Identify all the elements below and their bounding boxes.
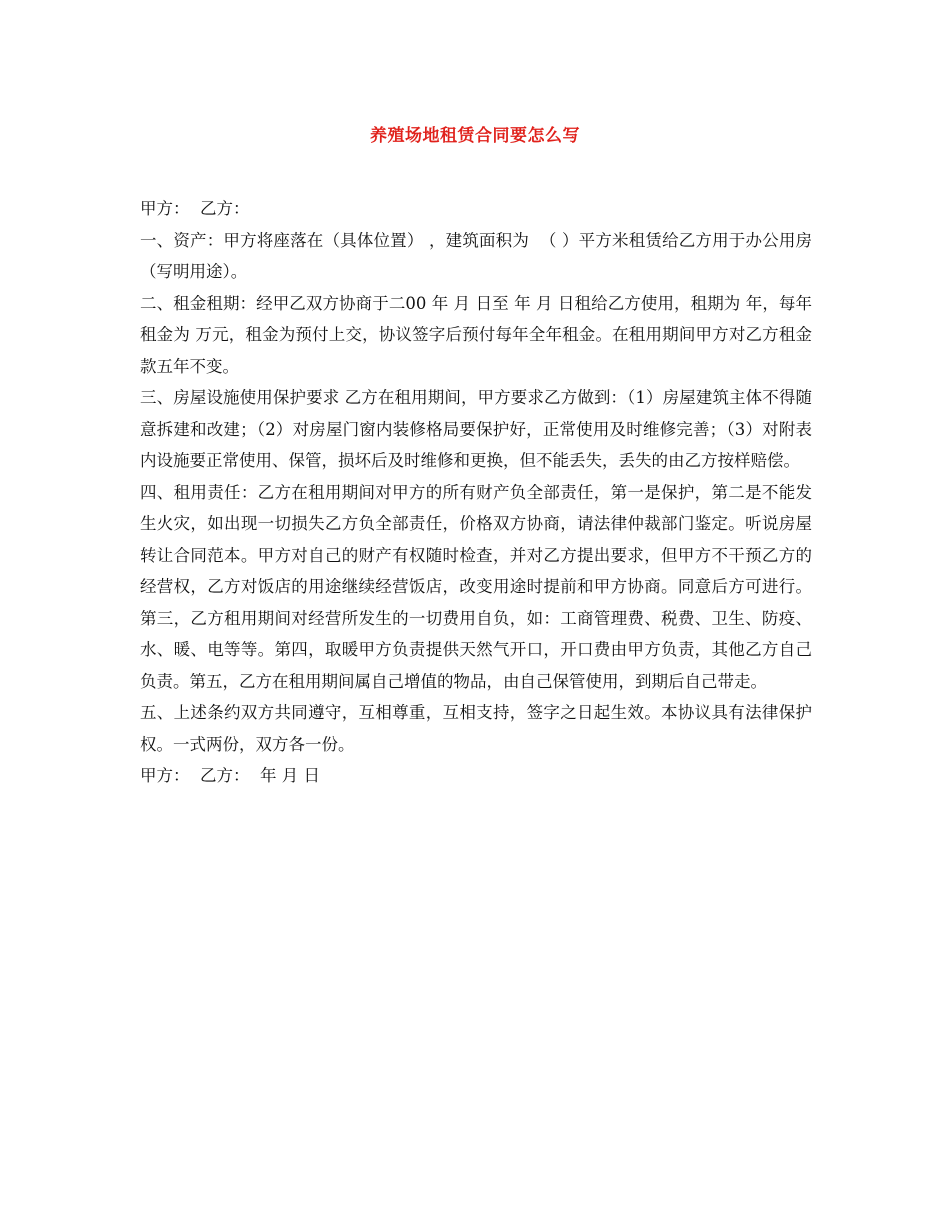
clause-responsibility: 四、租用责任：乙方在租用期间对甲方的所有财产负全部责任，第一是保护，第二是不能发生火灾，如出现一切损失乙方负全部责任，价格双方协商，请法律仲裁部门鉴定。听说房屋转让合同范本。甲方对自己的财产有权随时检查，并对乙方提出要求，但甲方不干预乙方的经营权，乙方对饭店的用途继续经营饭店，改变用途时提前和甲方协商。同意后方可进行。第三，乙方租用期间对经营所发生的一切费用自负，如：工商管理费、税费、卫生、防疫、水、暖、电等等。第四，取暖甲方负责提供天然气开口，开口费由甲方负责，其他乙方自己负责。第五，乙方在租用期间属自己增值的物品，由自己保管使用，到期后自己带走。 — [140, 482, 812, 691]
signature-line: 甲方： 乙方： 年 月 日 — [140, 766, 320, 785]
clause-assets: 一、资产：甲方将座落在（具体位置） ，建筑面积为 （ ）平方米租赁给乙方用于办公用房（写明用途）。 — [140, 230, 812, 281]
clause-rent-term: 二、租金租期：经甲乙双方协商于二00 年 月 日至 年 月 日租给乙方使用，租期为 年，每年租金为 万元，租金为预付上交，协议签字后预付每年全年租金。在租用期间甲方对乙方租金款五年不变。 — [140, 293, 812, 376]
document-title: 养殖场地租赁合同要怎么写 — [370, 126, 580, 146]
document-body — [140, 193, 812, 792]
clause-effect: 五、上述条约双方共同遵守，互相尊重，互相支持，签字之日起生效。本协议具有法律保护权。一式两份，双方各一份。 — [140, 703, 812, 754]
clause-facility-protection: 三、房屋设施使用保护要求 乙方在租用期间，甲方要求乙方做到：（1）房屋建筑主体不得随意拆建和改建；（2）对房屋门窗内装修格局要保护好，正常使用及时维修完善；（3）对附表内设施要正常使用、保管，损坏后及时维修和更换，但不能丢失，丢失的由乙方按样赔偿。 — [140, 388, 812, 470]
party-header: 甲方： 乙方： — [140, 199, 250, 218]
